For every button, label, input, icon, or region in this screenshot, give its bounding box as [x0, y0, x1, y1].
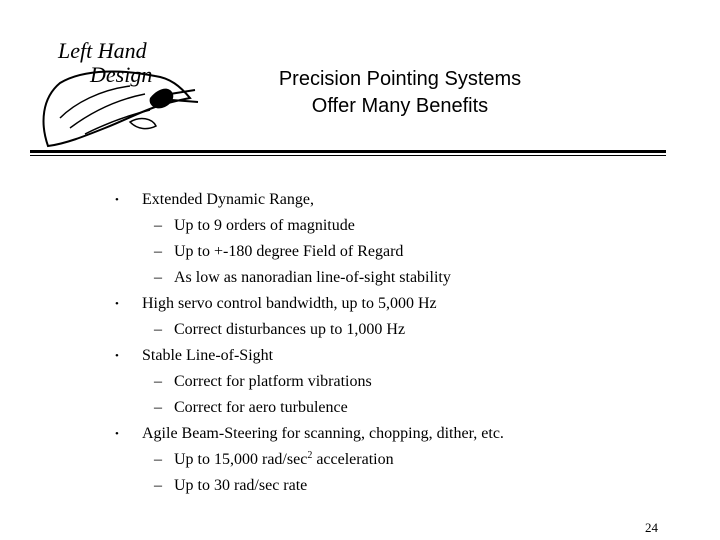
slide-title-line2: Offer Many Benefits [311, 95, 489, 117]
bullet-item [0, 421, 720, 447]
sub-bullet-item [0, 265, 720, 291]
bullet-item [0, 187, 720, 213]
page-number: 24 [645, 520, 658, 535]
sub-bullet-marker: – [154, 321, 162, 338]
sub-bullet-marker: – [154, 451, 162, 468]
logo-text-line2: Design [90, 62, 153, 87]
sub-bullet-text: Up to 30 rad/sec rate [174, 477, 308, 494]
sub-bullet-marker: – [154, 399, 162, 416]
bullet-list [0, 187, 720, 499]
slide-title-line1: Precision Pointing Systems [278, 68, 522, 90]
bullet-marker: • [115, 298, 119, 310]
sub-bullet-marker: – [154, 243, 162, 260]
logo-text-line1: Left Hand [58, 38, 147, 63]
bullet-text: Extended Dynamic Range, [142, 191, 314, 208]
sub-bullet-item [0, 395, 720, 421]
bullet-text: High servo control bandwidth, up to 5,000 Hz [142, 295, 437, 312]
title-divider-thin [30, 155, 666, 156]
sub-bullet-marker: – [154, 477, 162, 494]
left-hand-design-logo [30, 28, 205, 158]
sub-bullet-item [0, 473, 720, 499]
sub-bullet-text: Correct disturbances up to 1,000 Hz [174, 321, 406, 338]
accel-suffix: acceleration [312, 451, 394, 468]
accel-superscript: 2 [307, 450, 313, 461]
sub-bullet-text: Correct for aero turbulence [174, 399, 348, 416]
company-logo [30, 28, 205, 158]
sub-bullet-marker: – [154, 217, 162, 234]
sub-bullet-marker: – [154, 269, 162, 286]
slide-title [230, 66, 570, 120]
bullet-marker: • [115, 428, 119, 440]
bullet-marker: • [115, 194, 119, 206]
sub-bullet-item [0, 447, 720, 473]
sub-bullet-text: Up to +-180 degree Field of Regard [174, 243, 404, 260]
sub-bullet-text: As low as nanoradian line-of-sight stability [174, 269, 451, 286]
sub-bullet-text [174, 447, 394, 473]
title-divider-thick [30, 150, 666, 153]
bullet-text: Stable Line-of-Sight [142, 347, 274, 364]
bullet-item [0, 291, 720, 317]
sub-bullet-text: Correct for platform vibrations [174, 373, 372, 390]
bullet-marker: • [115, 350, 119, 362]
sub-bullet-marker: – [154, 373, 162, 390]
sub-bullet-item [0, 317, 720, 343]
hand-thumb [130, 119, 156, 129]
sub-bullet-item [0, 369, 720, 395]
sub-bullet-item [0, 239, 720, 265]
sub-bullet-item [0, 213, 720, 239]
bullet-text: Agile Beam-Steering for scanning, chopping, dither, etc. [142, 425, 504, 442]
accel-prefix: Up to 15,000 rad/sec [174, 451, 308, 468]
sub-bullet-text: Up to 9 orders of magnitude [174, 217, 355, 234]
bullet-item [0, 343, 720, 369]
